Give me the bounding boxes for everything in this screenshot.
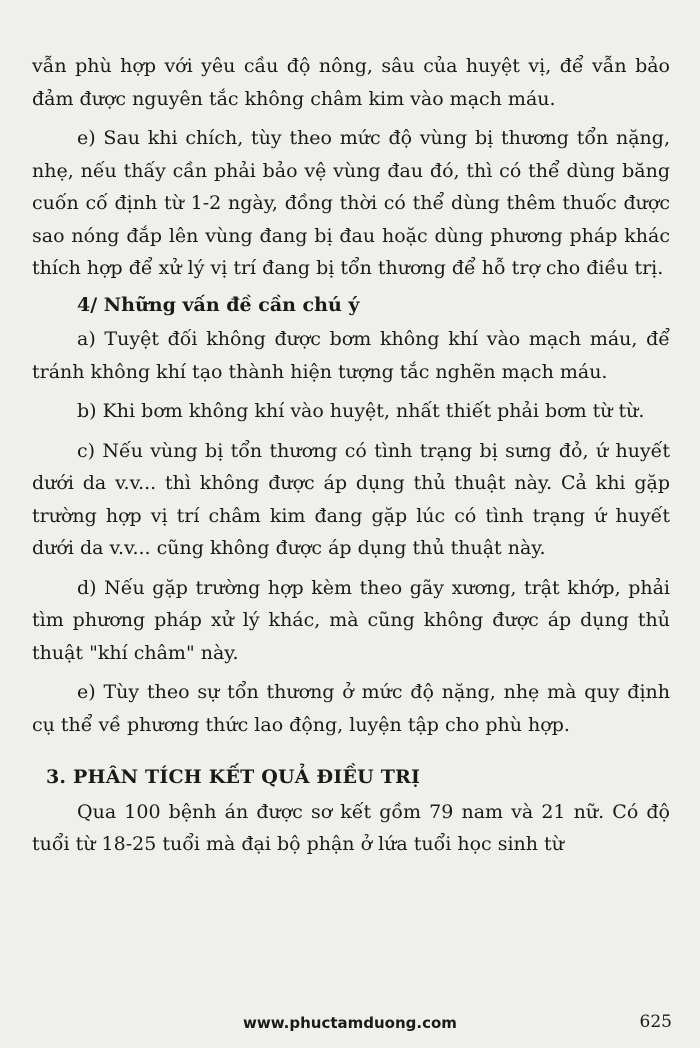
note-item-d: d) Nếu gặp trường hợp kèm theo gãy xương, trật khớp, phải tìm phương pháp xử lý khác, mà cũng không được áp dụng thủ thuật "khí châm" này.: [32, 576, 670, 664]
page-number: 625: [639, 1012, 672, 1032]
paragraph-e-after-injection: e) Sau khi chích, tùy theo mức độ vùng bị thương tổn nặng, nhẹ, nếu thấy cần phải bảo vệ vùng đau đó, thì có thể dùng băng cuốn cố định từ 1-2 ngày, đồng thời có thể dùng thêm thuốc được sao nóng đắp lên vùng đang bị đau hoặc dùng phương pháp khác thích hợp để xử lý vị trí đang bị tổn thương để hỗ trợ cho điều trị.: [32, 127, 670, 279]
section-4-heading: 4/ Những vấn đề cần chú ý: [77, 293, 360, 316]
paragraph-continuation: vẫn phù hợp với yêu cầu độ nông, sâu của huyệt vị, để vẫn bảo đảm được nguyên tắc không châm kim vào mạch máu.: [32, 55, 670, 110]
note-item-a: a) Tuyệt đối không được bơm không khí vào mạch máu, để tránh không khí tạo thành hiện tượng tắc nghẽn mạch máu.: [32, 328, 670, 383]
section-3-heading: 3. PHÂN TÍCH KẾT QUẢ ĐIỀU TRỊ: [46, 766, 421, 788]
results-paragraph: Qua 100 bệnh án được sơ kết gồm 79 nam và 21 nữ. Có độ tuổi từ 18-25 tuổi mà đại bộ phận ở lứa tuổi học sinh từ: [32, 800, 670, 855]
footer-website: www.phuctamduong.com: [243, 1014, 457, 1032]
page-footer: [0, 1014, 700, 1040]
note-item-c: c) Nếu vùng bị tổn thương có tình trạng bị sưng đỏ, ứ huyết dưới da v.v... thì không được áp dụng thủ thuật này. Cả khi gặp trường hợp vị trí châm kim đang gặp lúc có tình trạng ứ huyết dưới da v.v... cũng không được áp dụng thủ thuật này.: [32, 439, 670, 559]
note-item-b: b) Khi bơm không khí vào huyệt, nhất thiết phải bơm từ từ.: [77, 400, 645, 422]
note-item-e: e) Tùy theo sự tổn thương ở mức độ nặng, nhẹ mà quy định cụ thể về phương thức lao động, luyện tập cho phù hợp.: [32, 681, 670, 736]
